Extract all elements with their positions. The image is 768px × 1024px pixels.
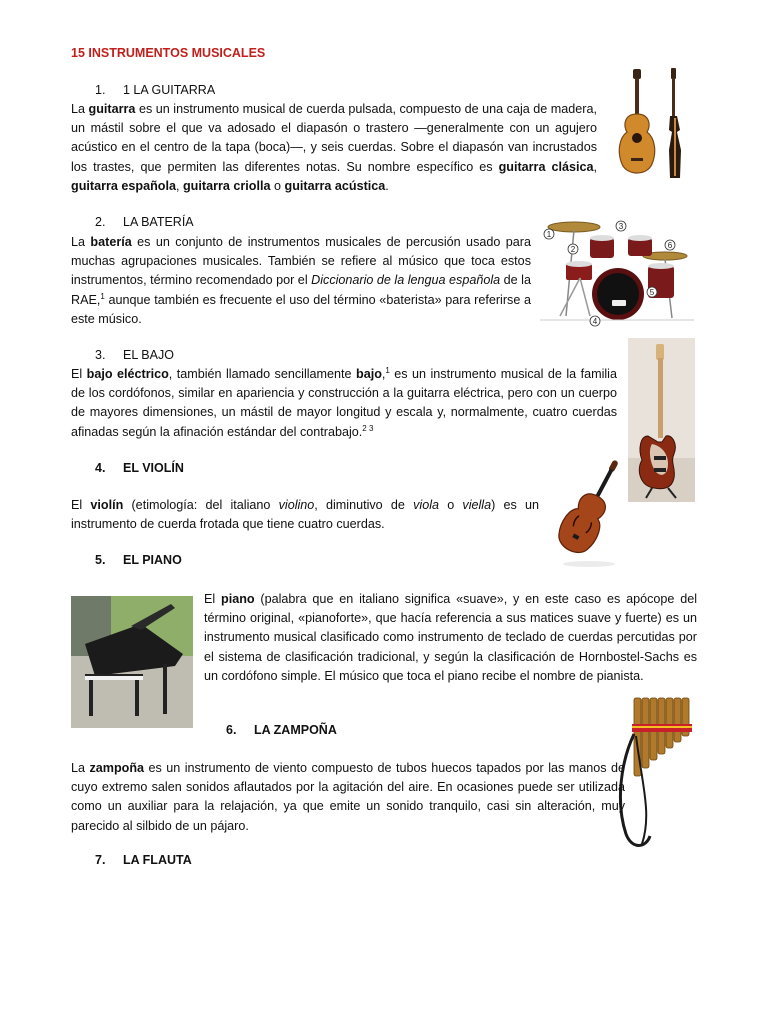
section-number: 5. — [95, 553, 106, 567]
drum-label: 3 — [618, 222, 624, 231]
section-paragraph-violin: El violín (etimología: del italiano violino, diminutivo de viola o viella) es un instrumento de cuerda frotada que tiene cuatro cuerdas. — [71, 498, 540, 532]
section-title: EL PIANO — [123, 553, 182, 567]
section-heading-bateria — [95, 215, 194, 229]
section-title: EL VIOLÍN — [123, 461, 184, 475]
drum-kit-image — [540, 216, 694, 328]
section-number: 4. — [95, 461, 106, 475]
section-heading-flauta — [95, 853, 192, 867]
violin-image — [549, 454, 629, 570]
section-title: EL BAJO — [123, 348, 174, 362]
document-title: 15 INSTRUMENTOS MUSICALES — [71, 46, 266, 60]
section-heading-guitarra — [95, 83, 215, 97]
violin-icon — [549, 454, 629, 570]
section-paragraph-guitarra: La guitarra es un instrumento musical de cuerda pulsada, compuesto de una caja de madera, un mástil sobre el que va adosado el diapasón o trastero —generalmente con un agujero acústico en el centro de la tapa (boca)—, y seis cuerdas. Sobre el diapasón van incrustados los trastes, que permiten las diferentes notas. Su nombre específico es guitarra clásica, guitarra española, guitarra criolla o guitarra acústica. — [71, 102, 597, 193]
bass-guitar-image — [628, 338, 695, 502]
drum-kit-icon — [540, 216, 694, 328]
section-number: 1. — [95, 83, 106, 97]
section-paragraph-zampona: La zampoña es un instrumento de viento compuesto de tubos huecos tapados por las manos de cuyo extremo salen sonidos aflautados por la agitación del aire. En ocasiones puede ser utilizada como un auxiliar para la relajación, ya que emite un sonido tranquilo, casi sin alteración, muy parecido al silbido de un pájaro. — [71, 761, 625, 833]
section-paragraph-bajo: El bajo eléctrico, también llamado sencillamente bajo,$^1$ es un instrumento musical de la familia de los cordófonos, similar en apariencia y construcción a la guitarra eléctrica, pero con un cuerpo de mayores dimensiones, un mástil de mayor longitud y escala y, normalmente, cuatro cuerdas afinadas según la afinación estándar del contrabajo.$^{2 3}$ — [71, 365, 617, 439]
drum-label: 6 — [667, 241, 673, 250]
section-heading-zampona — [226, 723, 337, 737]
piano-icon — [71, 596, 193, 728]
section-title: LA ZAMPOÑA — [254, 723, 337, 737]
section-title: LA FLAUTA — [123, 853, 192, 867]
drum-label: 5 — [649, 288, 655, 297]
section-number: 7. — [95, 853, 106, 867]
drum-label: 4 — [592, 317, 598, 326]
bass-guitar-icon — [628, 338, 695, 502]
section-title: LA BATERÍA — [123, 215, 194, 229]
section-number: 3. — [95, 348, 106, 362]
section-heading-bajo — [95, 348, 174, 362]
guitar-icon — [614, 66, 686, 184]
guitar-image — [614, 66, 686, 184]
section-paragraph-bateria: La batería es un conjunto de instrumentos musicales de percusión usado para muchas agrupaciones musicales. También se refiere al músico que toca estos instrumentos, término recomendado por el Diccionario de la lengua española de la RAE,$^1$ aunque también es frecuente el uso del término «baterista» para referirse a este músico. — [71, 235, 531, 326]
drum-label: 1 — [546, 230, 552, 239]
section-number: 2. — [95, 215, 106, 229]
section-title: 1 LA GUITARRA — [123, 83, 216, 97]
section-heading-piano — [95, 553, 182, 567]
section-paragraph-piano: El piano (palabra que en italiano significa «suave», y en este caso es apócope del término original, «pianoforte», que hacía referencia a sus matices suave y fuerte) es un instrumento musical clasificado como instrumento de teclado de cuerdas percutidas por el sistema de clasificación tradicional, y según la clasificación de Hornbostel-Sachs es un cordófono simple. El músico que toca el piano recibe el nombre de pianista. — [204, 592, 697, 683]
drum-label: 2 — [570, 245, 576, 254]
piano-image — [71, 596, 193, 728]
section-heading-violin — [95, 461, 184, 475]
section-number: 6. — [226, 723, 237, 737]
